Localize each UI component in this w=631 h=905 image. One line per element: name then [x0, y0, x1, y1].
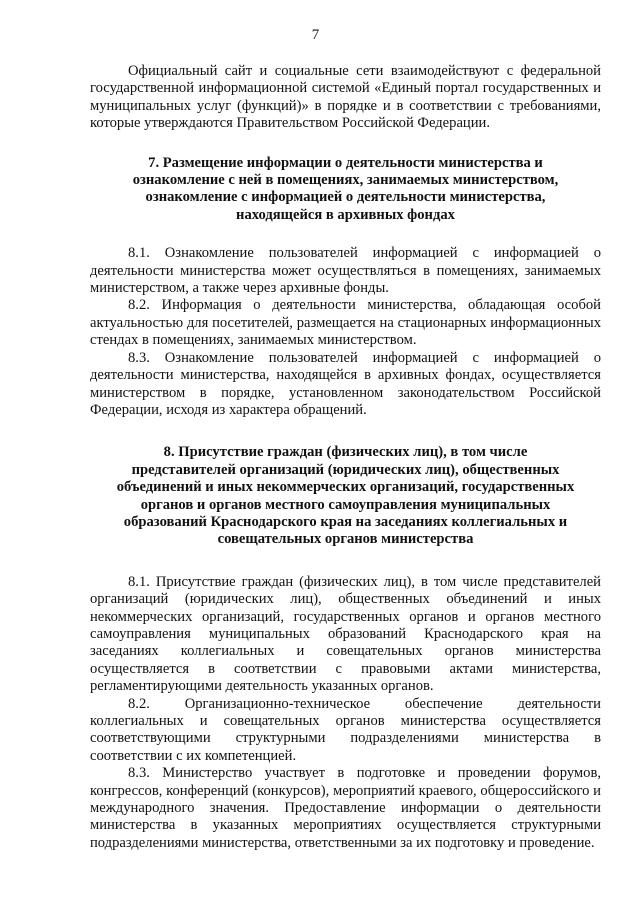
- section-8-item-3: 8.3. Министерство участвует в подготовке и проведении форумов, конгрессов, конференций (конкурсов), мероприятий краевого, общероссийского и международного значения. Предоставление информации о деятельности министерства в указанных мероприятиях осуществляется структурными подразделениями министерства, ответственными за их подготовку и проведение.: [90, 765, 601, 851]
- page-number: 7: [311, 27, 320, 43]
- section-7-heading: 7. Размещение информации о деятельности министерства и ознакомление с ней в помещениях, занимаемых министерством, ознакомление с информацией о деятельности министерства, находящейся в архивных фондах: [132, 154, 559, 223]
- section-8-heading: 8. Присутствие граждан (физических лиц), в том числе представителей организаций (юридических лиц), общественных объединений и иных некоммерческих организаций, государственных органов и органов местного самоуправления муниципальных образований Краснодарского края на заседаниях коллегиальных и совещательных органов министерства: [116, 444, 575, 548]
- section-7-item-1: 8.1. Ознакомление пользователей информацией с информацией о деятельности министерства может осуществляться в помещениях, занимаемых министерством, а также через архивные фонды.: [90, 245, 601, 297]
- intro-paragraph: Официальный сайт и социальные сети взаимодействуют с федеральной государственной информационной системой «Единый портал государственных и муниципальных услуг (функций)» в порядке и в соответствии с требованиями, которые утверждаются Правительством Российской Федерации.: [90, 63, 601, 132]
- section-8-item-1: 8.1. Присутствие граждан (физических лиц), в том числе представителей организаций (юридических лиц), общественных объединений и иных некоммерческих организаций, государственных органов и органов местного самоуправления муниципальных образований Краснодарского края на заседаниях коллегиальных и совещательных органов министерства осуществляется в соответствии с правовыми актами министерства, регламентирующими деятельность указанных органов.: [90, 573, 601, 695]
- document-body: [90, 63, 601, 852]
- section-7-item-3: 8.3. Ознакомление пользователей информацией с информацией о деятельности министерства, находящейся в архивных фондах, осуществляется министерством в порядке, установленном законодательством Российской Федерации, исходя из характера обращений.: [90, 349, 601, 418]
- section-7-item-2: 8.2. Информация о деятельности министерства, обладающая особой актуальностью для посетителей, размещается на стационарных информационных стендах в помещениях, занимаемых министерством.: [90, 297, 601, 349]
- section-8-item-2: 8.2. Организационно-техническое обеспечение деятельности коллегиальных и совещательных органов министерства осуществляется соответствующими структурными подразделениями министерства в соответствии с их компетенцией.: [90, 695, 601, 764]
